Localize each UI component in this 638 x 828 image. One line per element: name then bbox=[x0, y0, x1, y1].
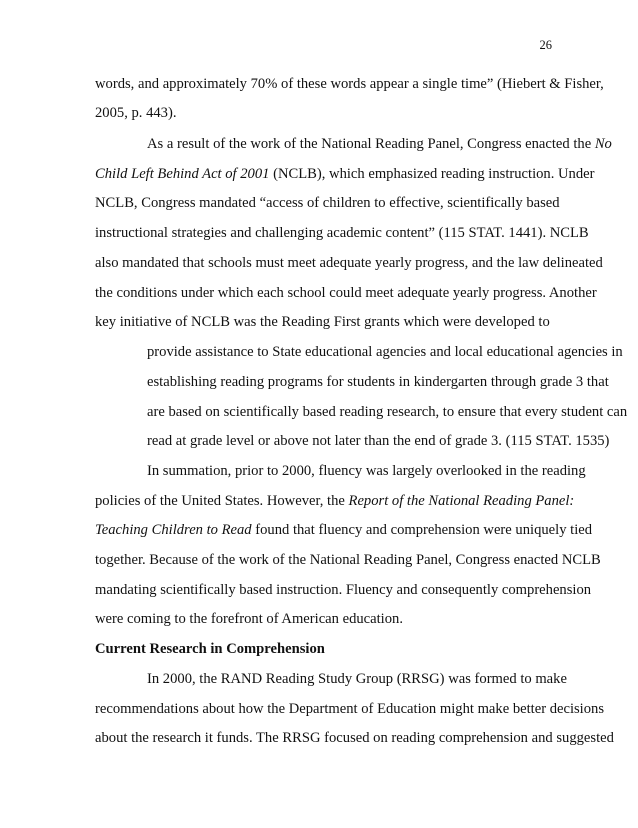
text-run: found that fluency and comprehension were uniquely tied bbox=[251, 522, 593, 538]
text-line bbox=[147, 135, 612, 153]
text-line: recommendations about how the Department of Education might make better decisions bbox=[95, 701, 605, 717]
italic-title: No bbox=[594, 136, 612, 152]
text-line: words, and approximately 70% of these words appear a single time” (Hiebert & Fisher, bbox=[95, 76, 604, 92]
text-line: also mandated that schools must meet adequate yearly progress, and the law delineated bbox=[95, 255, 603, 271]
text-run: policies of the United States. However, the bbox=[95, 493, 349, 509]
text-line: together. Because of the work of the National Reading Panel, Congress enacted NCLB bbox=[95, 552, 601, 568]
block-quote-line: read at grade level or above not later than the end of grade 3. (115 STAT. 1535) bbox=[147, 433, 610, 449]
text-run: (NCLB), which emphasized reading instruction. Under bbox=[269, 166, 595, 182]
section-heading: Current Research in Comprehension bbox=[95, 641, 325, 657]
text-line: about the research it funds. The RRSG focused on reading comprehension and suggested bbox=[95, 730, 614, 746]
text-line: the conditions under which each school could meet adequate yearly progress. Another bbox=[95, 285, 597, 301]
text-line: instructional strategies and challenging academic content” (115 STAT. 1441). NCLB bbox=[95, 225, 589, 241]
block-quote-line: are based on scientifically based reading research, to ensure that every student can bbox=[147, 404, 628, 420]
text-line: In 2000, the RAND Reading Study Group (RRSG) was formed to make bbox=[147, 671, 567, 687]
text-line: key initiative of NCLB was the Reading First grants which were developed to bbox=[95, 314, 550, 330]
block-quote-line: establishing reading programs for students in kindergarten through grade 3 that bbox=[147, 374, 609, 390]
text-line: 2005, p. 443). bbox=[95, 105, 177, 121]
text-line: NCLB, Congress mandated “access of children to effective, scientifically based bbox=[95, 195, 560, 211]
text-line: were coming to the forefront of American education. bbox=[95, 611, 403, 627]
block-quote-line: provide assistance to State educational agencies and local educational agencies in bbox=[147, 344, 623, 360]
page-number: 26 bbox=[539, 38, 552, 52]
text-line bbox=[95, 492, 574, 510]
italic-title: Report of the National Reading Panel: bbox=[348, 493, 575, 509]
text-line bbox=[95, 521, 592, 539]
italic-title: Teaching Children to Read bbox=[95, 522, 252, 538]
text-line bbox=[95, 165, 595, 183]
text-line: mandating scientifically based instruction. Fluency and consequently comprehension bbox=[95, 582, 592, 598]
text-line: In summation, prior to 2000, fluency was largely overlooked in the reading bbox=[147, 463, 586, 479]
italic-title: Child Left Behind Act of 2001 bbox=[95, 166, 270, 182]
text-run: As a result of the work of the National Reading Panel, Congress enacted the bbox=[147, 136, 595, 152]
